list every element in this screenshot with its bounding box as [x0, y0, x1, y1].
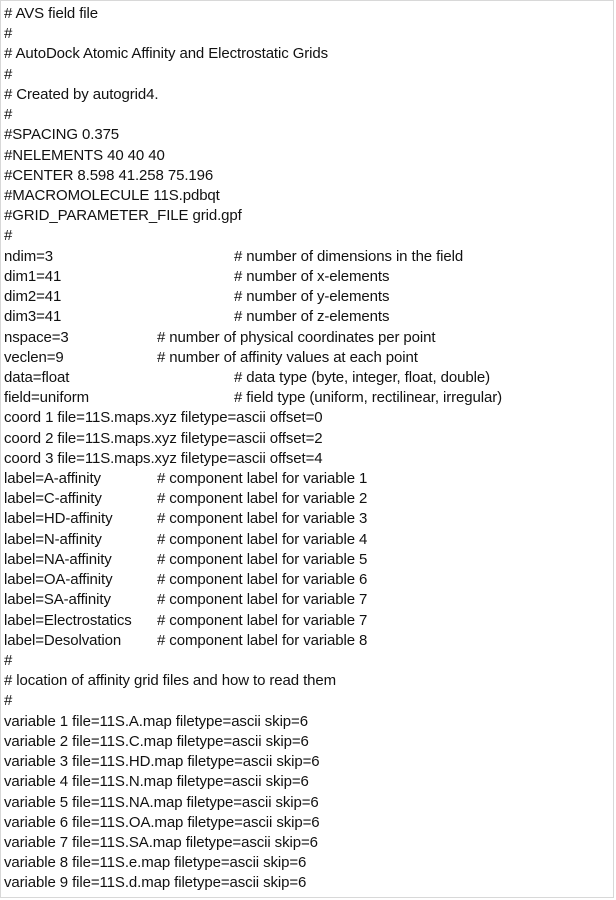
line-code: variable 2 file=11S.C.map filetype=ascii skip=6	[4, 732, 309, 750]
line-code: variable 5 file=11S.NA.map filetype=ascii skip=6	[4, 793, 319, 811]
line-code: variable 3 file=11S.HD.map filetype=ascii skip=6	[4, 753, 320, 771]
text-line	[1, 570, 613, 590]
line-code: #	[4, 692, 13, 710]
text-line	[1, 105, 613, 125]
line-comment: # component label for variable 5	[157, 550, 368, 568]
text-line	[1, 287, 613, 307]
line-code: dim3=41	[4, 308, 62, 326]
line-code: #MACROMOLECULE 11S.pdbqt	[4, 186, 220, 204]
line-code: #CENTER 8.598 41.258 75.196	[4, 166, 214, 184]
text-line	[1, 4, 613, 24]
line-code: data=float	[4, 368, 70, 386]
text-line	[1, 691, 613, 711]
line-comment: # component label for variable 2	[157, 490, 368, 508]
text-line	[1, 247, 613, 267]
line-code: nspace=3	[4, 328, 69, 346]
text-line	[1, 388, 613, 408]
text-line	[1, 24, 613, 44]
line-code: label=A-affinity	[4, 470, 101, 488]
text-line	[1, 752, 613, 772]
text-line	[1, 853, 613, 873]
line-code: # Created by autogrid4.	[4, 85, 159, 103]
text-line	[1, 489, 613, 509]
text-line	[1, 44, 613, 64]
line-comment: # number of y-elements	[234, 288, 390, 306]
line-code: coord 1 file=11S.maps.xyz filetype=ascii offset=0	[4, 409, 323, 427]
line-code: variable 8 file=11S.e.map filetype=ascii skip=6	[4, 854, 307, 872]
line-comment: # component label for variable 7	[157, 591, 368, 609]
line-comment: # number of dimensions in the field	[234, 247, 464, 265]
line-code: label=SA-affinity	[4, 591, 111, 609]
text-line	[1, 429, 613, 449]
text-line	[1, 166, 613, 186]
text-line	[1, 509, 613, 529]
text-line	[1, 793, 613, 813]
line-code: #	[4, 652, 13, 669]
line-code: #	[4, 227, 13, 245]
line-code: label=N-affinity	[4, 530, 102, 548]
text-line	[1, 348, 613, 368]
line-code: label=Electrostatics	[4, 611, 132, 629]
text-line	[1, 833, 613, 853]
line-code: label=C-affinity	[4, 490, 102, 508]
line-comment: # number of x-elements	[234, 267, 390, 285]
text-line	[1, 590, 613, 610]
line-comment: # number of affinity values at each point	[157, 348, 418, 366]
text-line	[1, 449, 613, 469]
line-comment: # component label for variable 7	[157, 611, 368, 629]
text-line	[1, 712, 613, 732]
line-comment: # number of z-elements	[234, 308, 390, 326]
text-line	[1, 267, 613, 287]
text-line	[1, 631, 613, 651]
line-comment: # data type (byte, integer, float, double)	[234, 368, 490, 386]
line-code: veclen=9	[4, 348, 64, 366]
line-code: #SPACING 0.375	[4, 126, 120, 144]
line-code: variable 7 file=11S.SA.map filetype=ascii skip=6	[4, 833, 318, 851]
text-line	[1, 146, 613, 166]
text-line	[1, 186, 613, 206]
line-code: field=uniform	[4, 389, 89, 407]
text-line	[1, 408, 613, 428]
line-code: #	[4, 65, 13, 83]
text-line	[1, 813, 613, 833]
line-code: variable 1 file=11S.A.map filetype=ascii skip=6	[4, 712, 308, 730]
text-line	[1, 873, 613, 893]
line-code: # AutoDock Atomic Affinity and Electrostatic Grids	[4, 45, 329, 63]
text-line	[1, 368, 613, 388]
text-line	[1, 469, 613, 489]
line-code: # location of affinity grid files and how to read them	[4, 672, 337, 690]
line-comment: # field type (uniform, rectilinear, irregular)	[234, 389, 503, 407]
text-line	[1, 85, 613, 105]
line-comment: # component label for variable 1	[157, 470, 368, 488]
line-code: #	[4, 25, 13, 43]
line-comment: # component label for variable 4	[157, 530, 368, 548]
line-code: coord 3 file=11S.maps.xyz filetype=ascii offset=4	[4, 449, 323, 467]
line-code: dim1=41	[4, 267, 62, 285]
text-line	[1, 671, 613, 691]
line-comment: # number of physical coordinates per point	[157, 328, 436, 346]
line-code: variable 9 file=11S.d.map filetype=ascii skip=6	[4, 874, 307, 892]
text-line	[1, 206, 613, 226]
text-line	[1, 611, 613, 631]
text-line	[1, 307, 613, 327]
line-code: label=NA-affinity	[4, 550, 112, 568]
line-code: #NELEMENTS 40 40 40	[4, 146, 165, 164]
line-code: #	[4, 106, 13, 124]
text-line	[1, 530, 613, 550]
line-code: variable 6 file=11S.OA.map filetype=ascii skip=6	[4, 813, 320, 831]
line-comment: # component label for variable 3	[157, 510, 368, 528]
line-code: coord 2 file=11S.maps.xyz filetype=ascii offset=2	[4, 429, 323, 447]
line-code: ndim=3	[4, 247, 54, 265]
text-line	[1, 328, 613, 348]
text-line	[1, 732, 613, 752]
text-line	[1, 65, 613, 85]
text-line	[1, 125, 613, 145]
text-line	[1, 550, 613, 570]
line-code: variable 4 file=11S.N.map filetype=ascii skip=6	[4, 773, 309, 791]
line-code: label=OA-affinity	[4, 571, 113, 589]
text-line	[1, 226, 613, 246]
line-code: label=HD-affinity	[4, 510, 113, 528]
line-code: # AVS field file	[4, 5, 99, 22]
text-line	[1, 651, 613, 671]
line-comment: # component label for variable 8	[157, 631, 368, 649]
line-code: #GRID_PARAMETER_FILE grid.gpf	[4, 207, 242, 225]
line-code: label=Desolvation	[4, 631, 122, 649]
line-comment: # component label for variable 6	[157, 571, 368, 589]
text-line	[1, 772, 613, 792]
line-code: dim2=41	[4, 288, 62, 306]
